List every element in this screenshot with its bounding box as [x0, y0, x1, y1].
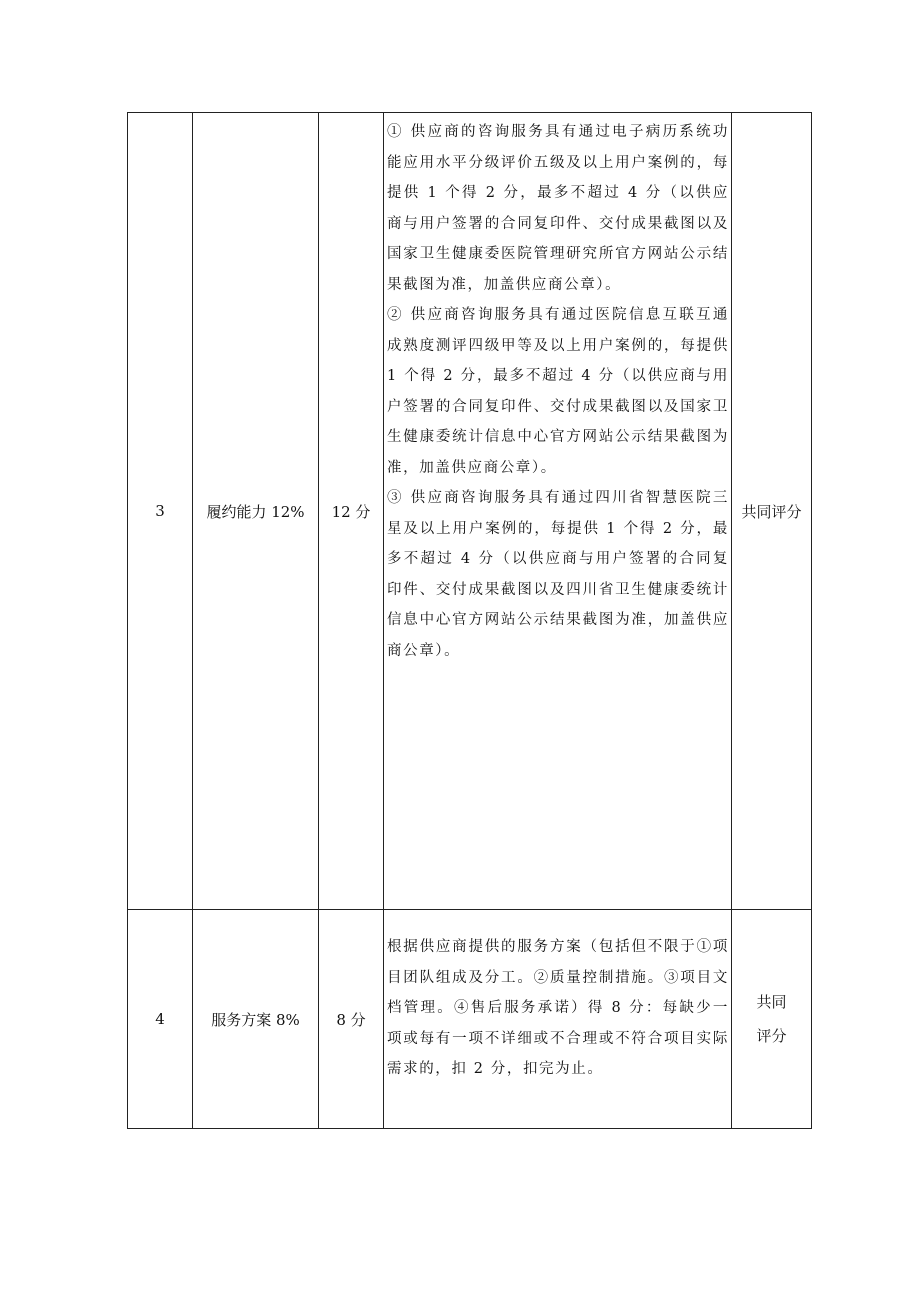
evaluation-item: 履约能力 12% — [193, 113, 319, 910]
scoring-criteria: 根据供应商提供的服务方案（包括但不限于①项目团队组成及分工。②质量控制措施。③项目文档管理。④售后服务承诺）得 8 分：每缺少一项或每有一项不详细或不合理或不符合项目实际需求的，扣 2 分，扣完为止。 — [384, 910, 732, 1129]
criteria-paragraph: ③ 供应商咨询服务具有通过四川省智慧医院三星及以上用户案例的，每提供 1 个得 2 分，最多不超过 4 分（以供应商与用户签署的合同复印件、交付成果截图以及四川省卫生健康委统计信息中心官方网站公示结果截图为准，加盖供应商公章）。 — [387, 490, 729, 659]
criteria-paragraph: ② 供应商咨询服务具有通过医院信息互联互通成熟度测评四级甲等及以上用户案例的，每提供 1 个得 2 分，最多不超过 4 分（以供应商与用户签署的合同复印件、交付成果截图以及国家卫生健康委统计信息中心官方网站公示结果截图为准，加盖供应商公章）。 — [387, 307, 729, 476]
scoring-criteria — [384, 113, 732, 910]
evaluation-method-line: 评分 — [756, 1027, 787, 1045]
scoring-table — [127, 112, 812, 1129]
row-number: 3 — [128, 113, 193, 910]
row-number: 4 — [128, 910, 193, 1129]
table-row — [128, 113, 812, 910]
evaluation-item: 服务方案 8% — [193, 910, 319, 1129]
score-value: 12 分 — [319, 113, 384, 910]
score-value: 8 分 — [319, 910, 384, 1129]
evaluation-method-line: 共同 — [756, 993, 787, 1011]
criteria-paragraph: ① 供应商的咨询服务具有通过电子病历系统功能应用水平分级评价五级及以上用户案例的，每提供 1 个得 2 分，最多不超过 4 分（以供应商与用户签署的合同复印件、交付成果截图以及国家卫生健康委医院管理研究所官方网站公示结果截图为准，加盖供应商公章）。 — [387, 124, 729, 293]
evaluation-method: 共同评分 — [732, 113, 812, 910]
table-row — [128, 910, 812, 1129]
evaluation-method — [732, 910, 812, 1129]
